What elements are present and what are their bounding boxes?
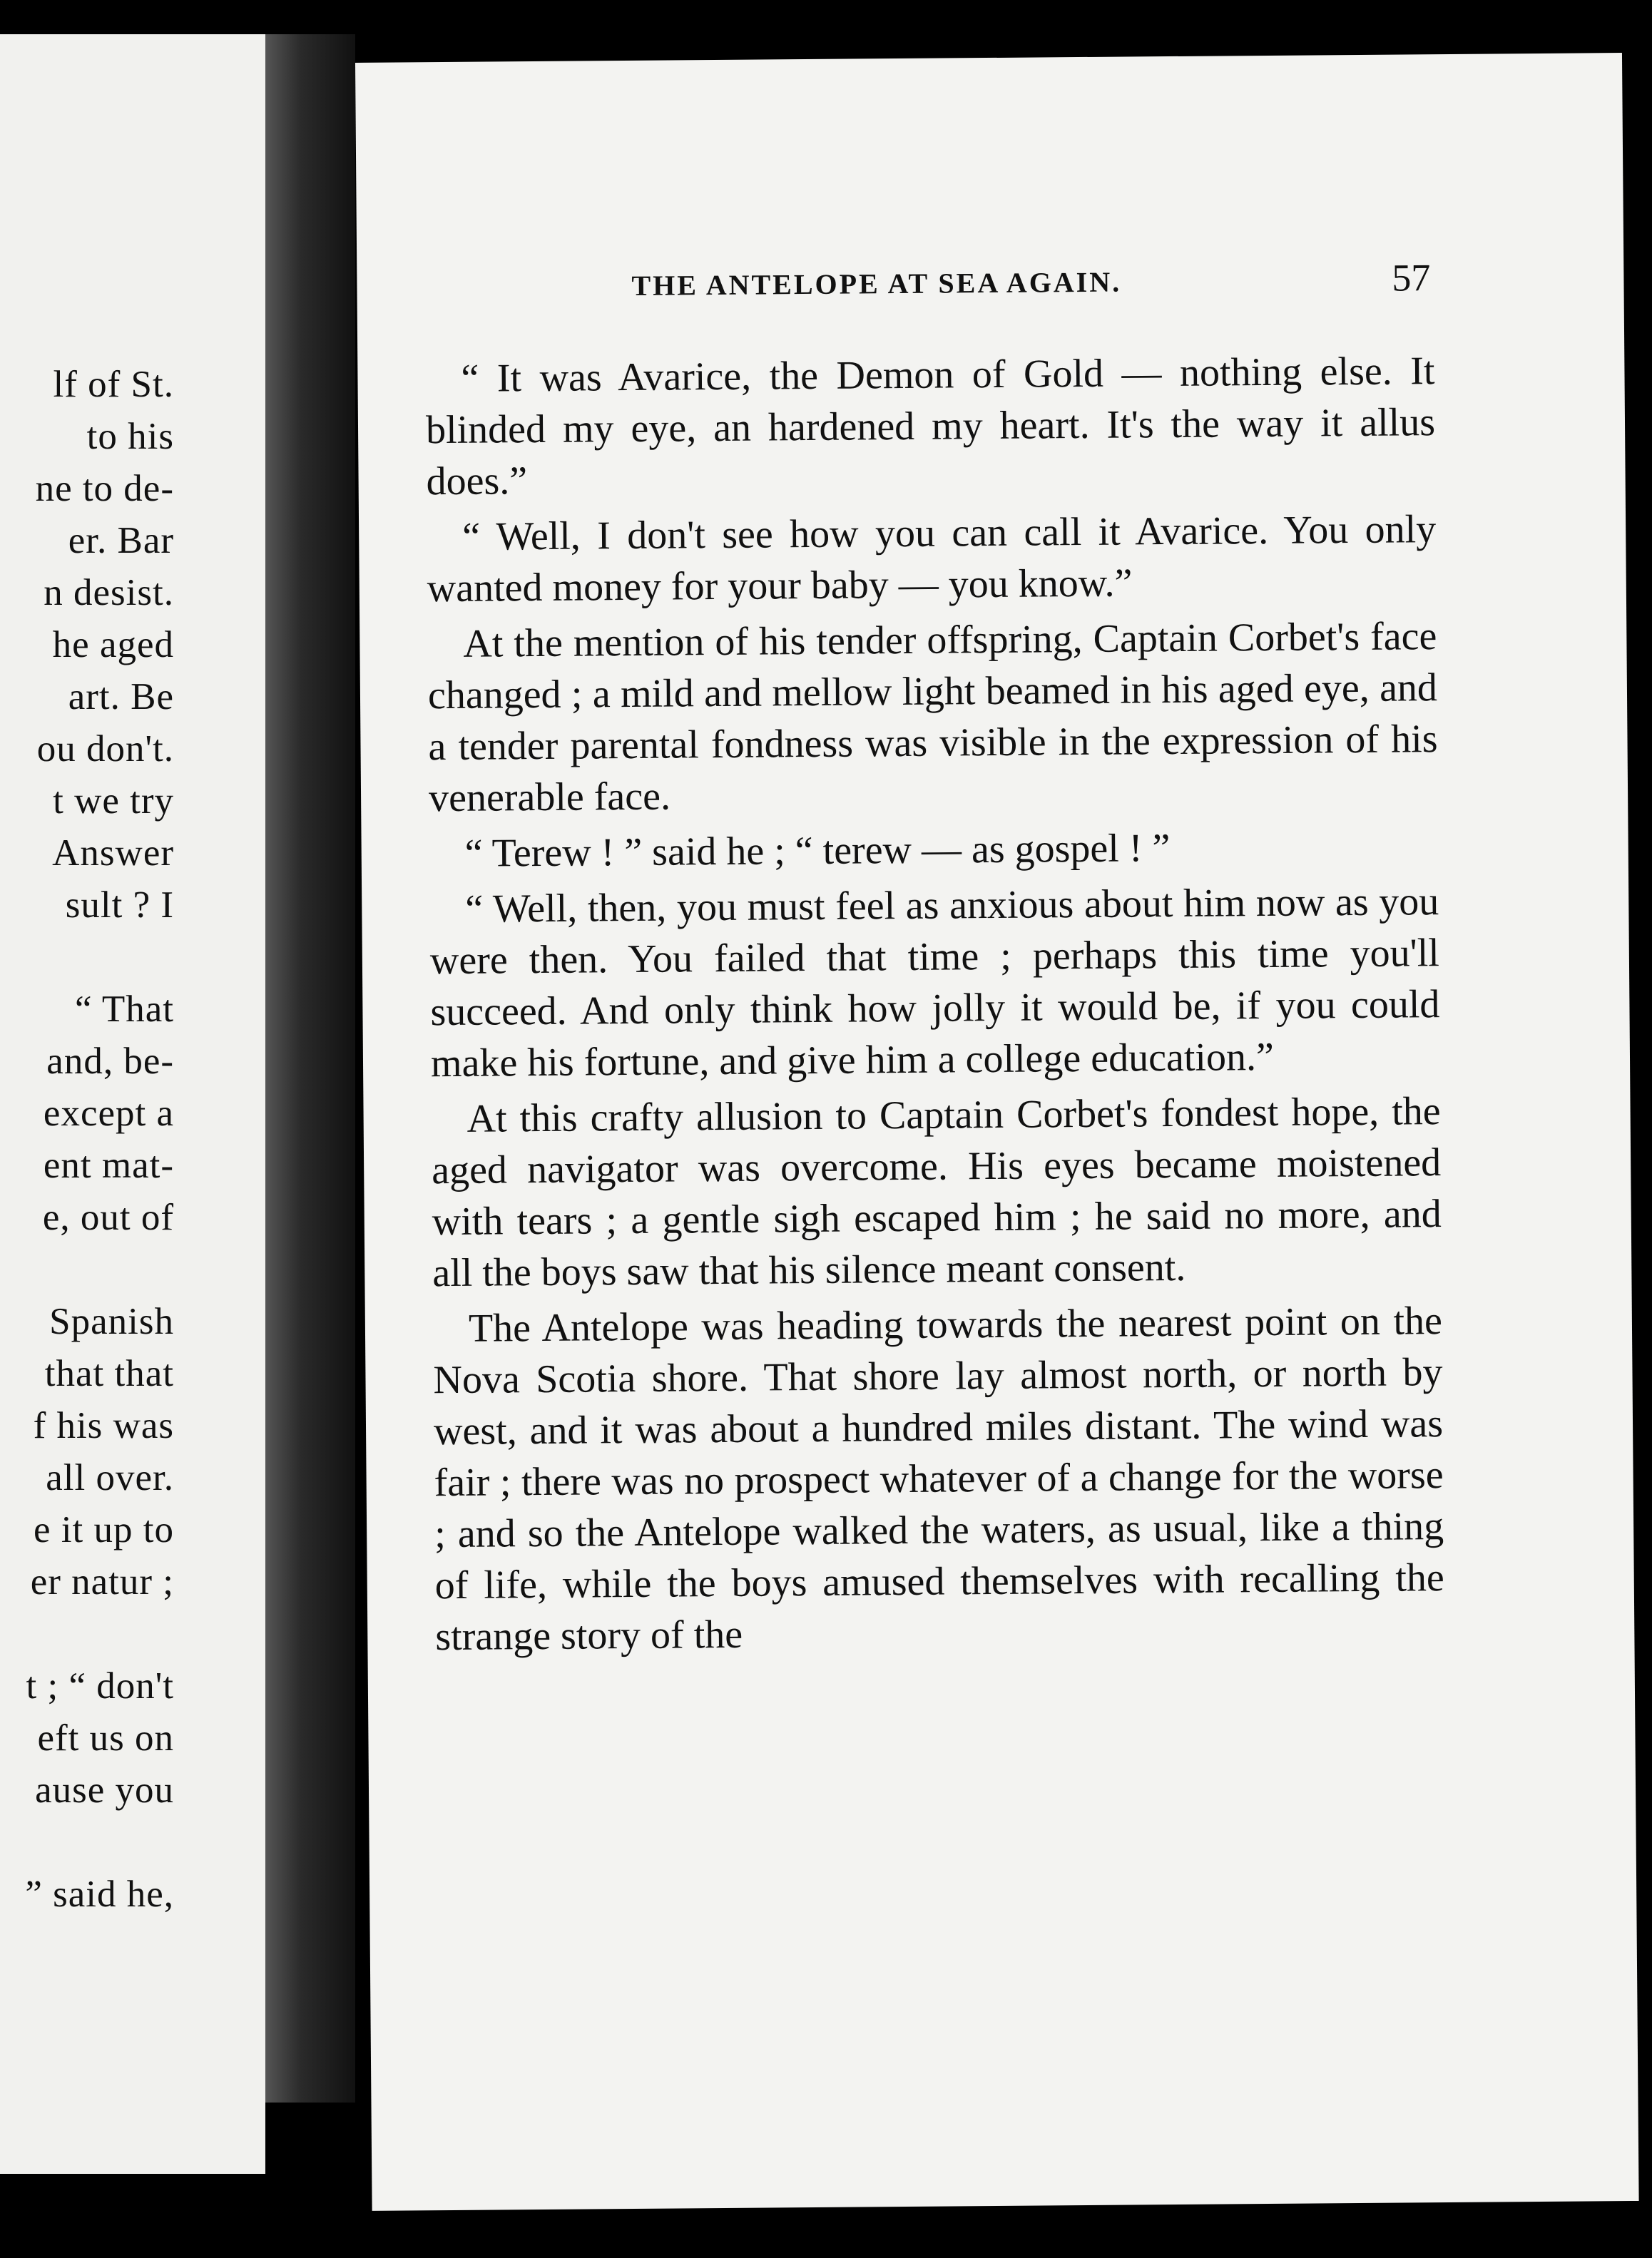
paragraph: At the mention of his tender offspring, Captain Corbet's face changed ; a mild and mellow light beamed in his aged eye, and a tender parental fondness was visible in the expression of his venerable face. bbox=[427, 614, 1438, 821]
left-line: n desist. bbox=[44, 572, 174, 613]
paragraph: At this crafty allusion to Captain Corbet's fondest hope, the aged navigator was overcome. His eyes became moistened with tears ; a gentle sigh escaped him ; he said no more, and all the boys saw that his silence meant consent. bbox=[431, 1089, 1442, 1296]
left-line: he aged bbox=[52, 624, 174, 665]
left-line: e, out of bbox=[42, 1197, 174, 1238]
left-line: and, be- bbox=[46, 1041, 174, 1082]
body-text bbox=[425, 345, 1444, 1667]
left-line: except a bbox=[43, 1093, 174, 1134]
left-line: Answer bbox=[52, 832, 174, 874]
left-line: e it up to bbox=[34, 1509, 174, 1551]
book-gutter bbox=[265, 34, 355, 2103]
paragraph: “ Well, then, you must feel as anxious about him now as you were then. You failed that time ; perhaps this time you'll succeed. And only think how jolly it would be, if you could make his fortune, and give him a college education.” bbox=[429, 879, 1440, 1086]
paragraph: “ Well, I don't see how you can call it Avarice. You only wanted money for your baby — you know.” bbox=[427, 507, 1437, 611]
left-line bbox=[25, 1244, 174, 1296]
left-line: ou don't. bbox=[36, 728, 174, 770]
left-line: “ That bbox=[75, 988, 174, 1030]
left-page bbox=[0, 34, 265, 2174]
left-line: to his bbox=[86, 416, 174, 457]
left-line: Spanish bbox=[49, 1301, 174, 1342]
paragraph: “ It was Avarice, the Demon of Gold — nothing else. It blinded my eye, an hardened my heart. It's the way it allus does.” bbox=[425, 349, 1436, 504]
left-line: ” said he, bbox=[25, 1874, 174, 1915]
left-line: lf of St. bbox=[53, 364, 174, 405]
left-line: all over. bbox=[46, 1457, 174, 1498]
page-number: 57 bbox=[1392, 256, 1431, 300]
left-line: art. Be bbox=[68, 676, 174, 717]
page-header bbox=[631, 255, 1431, 326]
paragraph: “ Terew ! ” said he ; “ terew — as gospel ! ” bbox=[464, 826, 1171, 876]
paragraph: The Antelope was heading towards the nearest point on the Nova Scotia shore. That shore lay almost north, or north by west, and it was about a hundred miles distant. The wind was fair ; there was no prospect whatever of a change for the worse ; and so the Antelope walked the waters, as usual, like a thing of life, while the boys amused themselves with recalling the strange story of the bbox=[433, 1299, 1444, 1660]
right-page bbox=[355, 53, 1639, 2211]
left-line: that that bbox=[44, 1353, 174, 1394]
left-line: f his was bbox=[33, 1405, 174, 1446]
left-line: ause you bbox=[35, 1769, 174, 1811]
left-line: sult ? I bbox=[65, 884, 174, 926]
left-line: t we try bbox=[53, 780, 174, 822]
left-line bbox=[25, 1817, 174, 1869]
left-line: er natur ; bbox=[30, 1561, 174, 1603]
left-line: ne to de- bbox=[35, 468, 174, 509]
left-line: eft us on bbox=[37, 1717, 174, 1759]
left-line: ent mat- bbox=[43, 1145, 174, 1186]
left-line bbox=[25, 1608, 174, 1660]
running-head: THE ANTELOPE AT SEA AGAIN. bbox=[631, 265, 1122, 302]
left-line: t ; “ don't bbox=[26, 1665, 174, 1707]
left-page-lines bbox=[25, 359, 174, 1921]
left-line bbox=[25, 931, 174, 984]
left-line: er. Bar bbox=[68, 520, 174, 561]
